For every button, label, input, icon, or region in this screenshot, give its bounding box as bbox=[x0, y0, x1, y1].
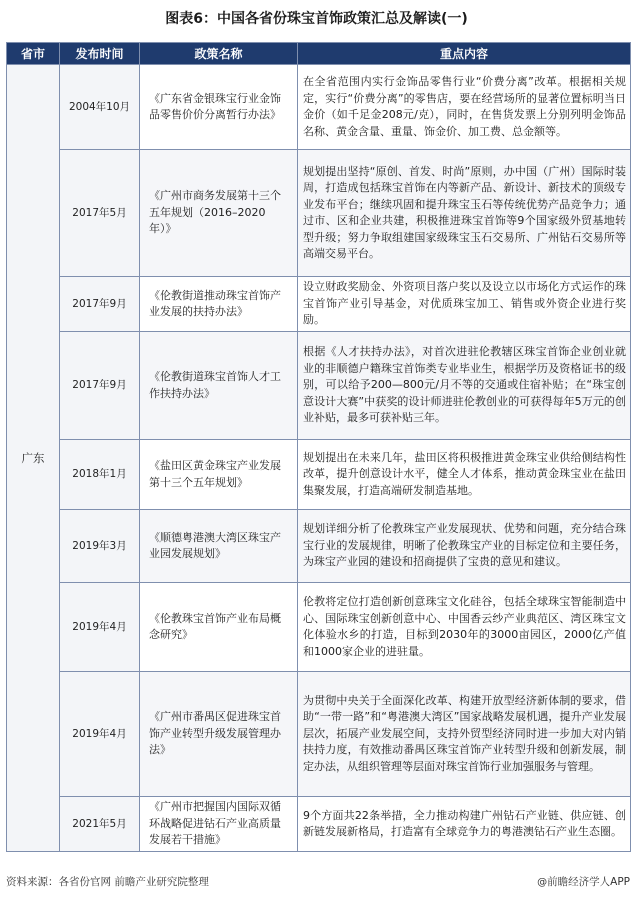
key-content-cell: 在全省范围内实行金饰品零售行业“价费分离”改革。根据相关规定，实行“价费分离”的零售店，要在经营场所的显著位置标明当日金价（如千足金208元/克），同时，在售货发票上分别列明金饰品名称、黄金含量、重量、饰金价、加工费、总金额等。 bbox=[298, 65, 631, 150]
date-cell: 2018年1月 bbox=[60, 440, 140, 510]
date-cell: 2017年9月 bbox=[60, 332, 140, 440]
date-cell: 2004年10月 bbox=[60, 65, 140, 150]
header-province: 省市 bbox=[7, 43, 60, 65]
header-key-content: 重点内容 bbox=[298, 43, 631, 65]
policy-table bbox=[6, 42, 631, 852]
policy-name-cell: 《广东省金银珠宝行业金饰品零售价价分离暂行办法》 bbox=[140, 65, 298, 150]
table-row bbox=[7, 65, 631, 150]
date-cell: 2021年5月 bbox=[60, 797, 140, 852]
policy-name-cell: 《顺德粤港澳大湾区珠宝产业园发展规划》 bbox=[140, 510, 298, 583]
brand-credit bbox=[537, 873, 630, 892]
key-content-cell: 规划详细分析了伦教珠宝产业发展现状、优势和问题，充分结合珠宝行业的发展规律，明晰了伦教珠宝产业的目标定位和主要任务，为珠宝产业园的建设和招商提供了宝贵的意见和建议。 bbox=[298, 510, 631, 583]
source-note: 资料来源：各省份官网 前瞻产业研究院整理 bbox=[6, 876, 209, 888]
table-row bbox=[7, 797, 631, 852]
table-row bbox=[7, 510, 631, 583]
table-row bbox=[7, 672, 631, 797]
policy-name-cell: 《伦教街道推动珠宝首饰产业发展的扶持办法》 bbox=[140, 277, 298, 332]
policy-table-container bbox=[6, 42, 630, 852]
footer bbox=[6, 873, 630, 891]
table-row bbox=[7, 277, 631, 332]
brand-name: 前瞻经济学人APP bbox=[547, 876, 630, 888]
policy-name-cell: 《广州市商务发展第十三个五年规划（2016–2020年）》 bbox=[140, 150, 298, 277]
key-content-cell: 为贯彻中央关于全面深化改革、构建开放型经济新体制的要求，借助“一带一路”和“粤港澳大湾区”国家战略发展机遇，提升产业发展层次，拓展产业发展空间，支持外贸型经济同时进一步加大对内销扶持力度，有效推动番禺区珠宝首饰产业转型升级和创新发展，制定办法，从组织管理等层面对珠宝首饰行业加强服务与管理。 bbox=[298, 672, 631, 797]
date-cell: 2019年4月 bbox=[60, 672, 140, 797]
at-sign: @ bbox=[537, 877, 548, 888]
policy-name-cell: 《盐田区黄金珠宝产业发展第十三个五年规划》 bbox=[140, 440, 298, 510]
date-cell: 2019年4月 bbox=[60, 583, 140, 672]
header-date: 发布时间 bbox=[60, 43, 140, 65]
table-row bbox=[7, 440, 631, 510]
table-row bbox=[7, 150, 631, 277]
policy-name-cell: 《伦教珠宝首饰产业布局概念研究》 bbox=[140, 583, 298, 672]
policy-name-cell: 《广州市番禺区促进珠宝首饰产业转型升级发展管理办法》 bbox=[140, 672, 298, 797]
policy-name-cell: 《伦教街道珠宝首饰人才工作扶持办法》 bbox=[140, 332, 298, 440]
key-content-cell: 伦教将定位打造创新创意珠宝文化硅谷，包括全球珠宝智能制造中心、国际珠宝创新创意中心、中国香云纱产业典范区、湾区珠宝文化体验水乡的打造，目标到2030年的3000亩园区，2000亿产值和1000家企业的进驻量。 bbox=[298, 583, 631, 672]
table-header-row bbox=[7, 43, 631, 65]
policy-name-cell: 《广州市把握国内国际双循环战略促进钻石产业高质量发展若干措施》 bbox=[140, 797, 298, 852]
page-title: 图表6：中国各省份珠宝首饰政策汇总及解读(一) bbox=[165, 11, 468, 27]
table-row bbox=[7, 583, 631, 672]
key-content-cell: 根据《人才扶持办法》，对首次进驻伦教辖区珠宝首饰企业创业就业的非顺德户籍珠宝首饰类专业毕业生，根据学历及资格证书的级别，可以给予200—800元/月不等的交通或住宿补贴；在“珠宝创意设计大赛”中获奖的设计师进驻伦教创业的可获得每年5万元的创业补贴，最多可获补贴三年。 bbox=[298, 332, 631, 440]
date-cell: 2019年3月 bbox=[60, 510, 140, 583]
key-content-cell: 规划提出在未来几年，盐田区将积极推进黄金珠宝业供给侧结构性改革，提升创意设计水平，健全人才体系，推动黄金珠宝业在盐田集聚发展，打造高端研发制造基地。 bbox=[298, 440, 631, 510]
date-cell: 2017年9月 bbox=[60, 277, 140, 332]
date-cell: 2017年5月 bbox=[60, 150, 140, 277]
header-policy-name: 政策名称 bbox=[140, 43, 298, 65]
table-row bbox=[7, 332, 631, 440]
province-cell: 广东 bbox=[7, 65, 60, 852]
key-content-cell: 规划提出坚持“原创、首发、时尚”原则，办中国（广州）国际时装周，打造成包括珠宝首饰在内等新产品、新设计、新技术的顶级专业发布平台；继续巩固和提升珠宝玉石等传统优势产品竞争力；通过市、区和企业共建，积极推进珠宝首饰等9个国家级外贸基地转型升级；努力争取组建国家级珠宝玉石交易所、广州钻石交易所等高端交易平台。 bbox=[298, 150, 631, 277]
key-content-cell: 9个方面共22条举措，全力推动构建广州钻石产业链、供应链、创新链发展新格局，打造富有全球竞争力的粤港澳钻石产业生态圈。 bbox=[298, 797, 631, 852]
key-content-cell: 设立财政奖励金、外资项目落户奖以及设立以市场化方式运作的珠宝首饰产业引导基金，对优质珠宝加工、销售或外资企业进行奖励。 bbox=[298, 277, 631, 332]
